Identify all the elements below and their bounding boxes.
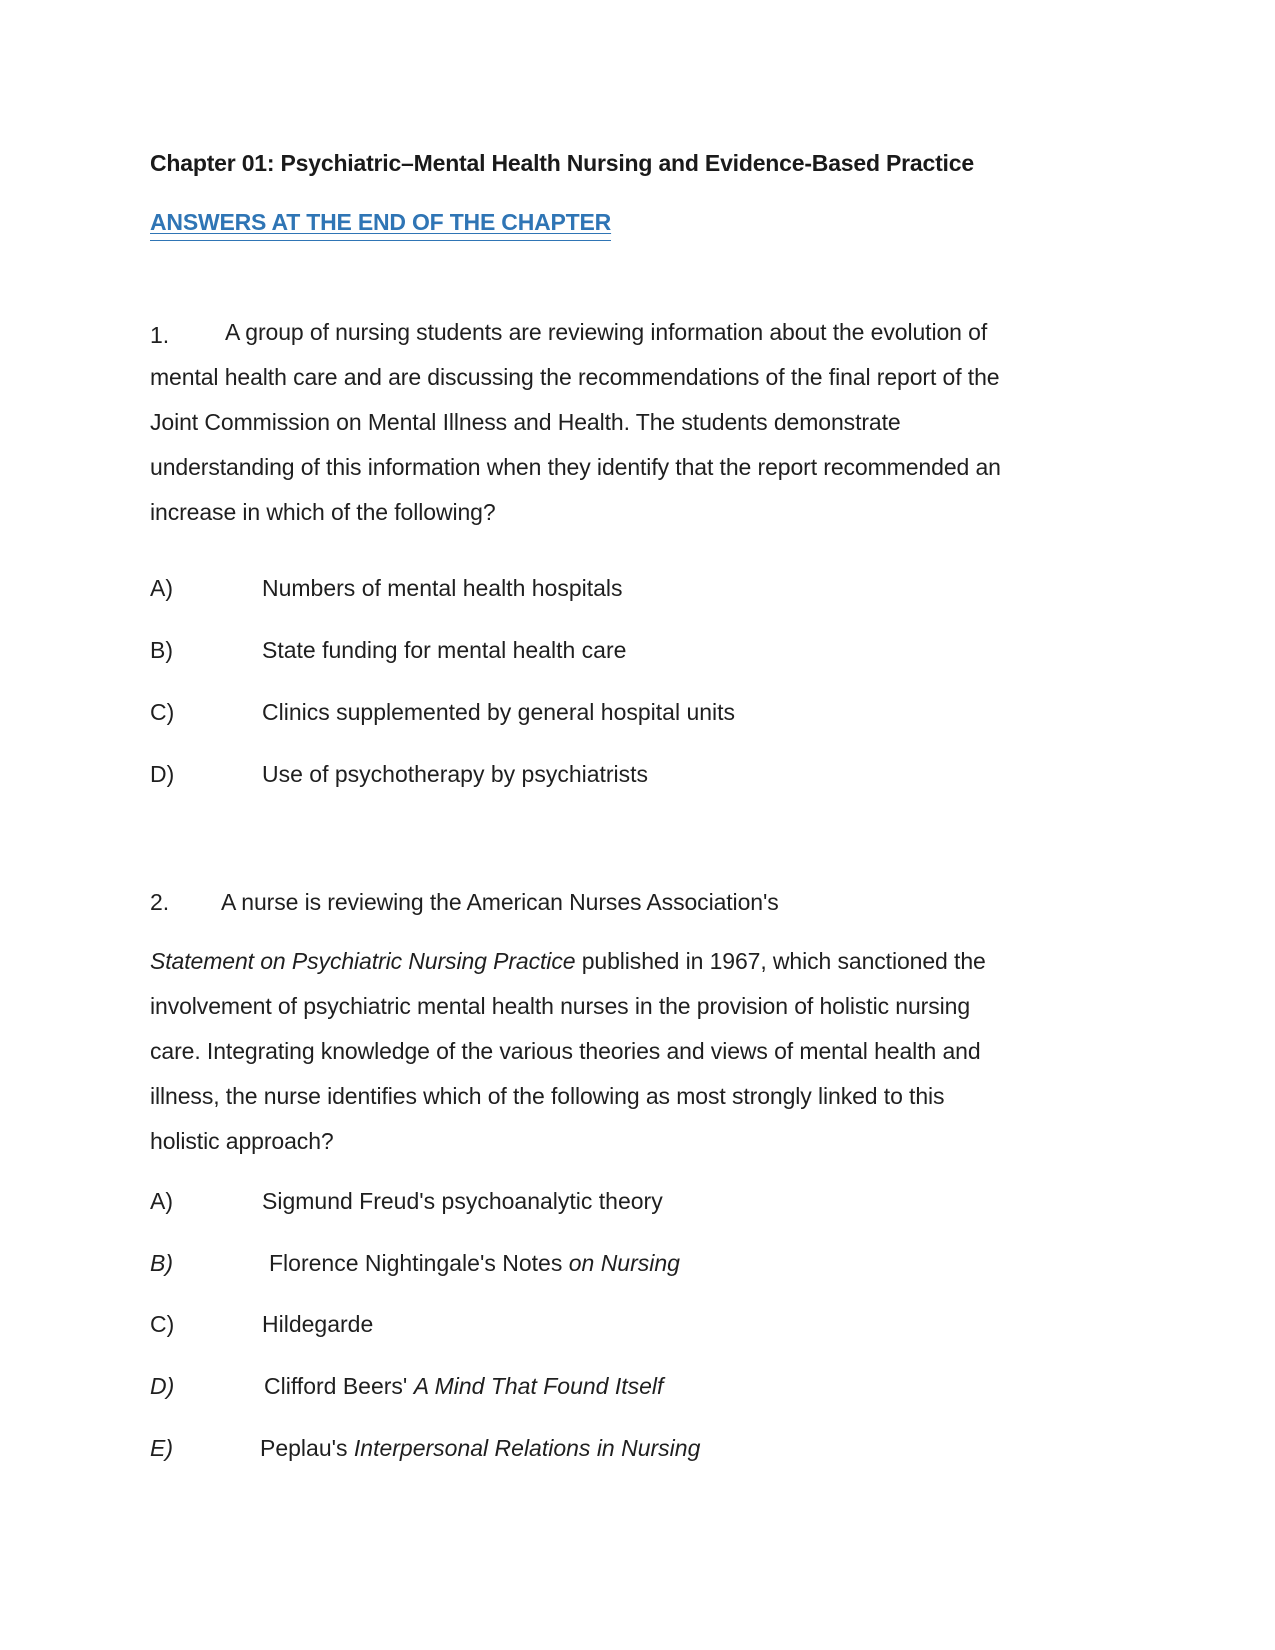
option-text-plain: Clifford Beers' <box>264 1373 414 1399</box>
option-text-plain: Florence Nightingale's Notes <box>269 1250 569 1276</box>
option-text <box>262 1311 373 1338</box>
option-text-plain: Sigmund Freud's psychoanalytic theory <box>262 1188 663 1214</box>
option-text: State funding for mental health care <box>262 637 627 663</box>
option-letter: C) <box>150 1311 175 1337</box>
question-2-stem-line: illness, the nurse identifies which of the following as most strongly linked to this <box>150 1083 945 1109</box>
question-1-stem-line: Joint Commission on Mental Illness and Health. The students demonstrate <box>150 409 901 435</box>
question-2-stem-text: published in 1967, which sanctioned the <box>575 948 986 974</box>
option-letter: B) <box>150 1250 173 1276</box>
option-letter: C) <box>150 699 175 725</box>
option-text: Use of psychotherapy by psychiatrists <box>262 761 649 787</box>
question-1-stem-line: understanding of this information when they identify that the report recommended an <box>150 454 1001 480</box>
option-text-italic: Interpersonal Relations in Nursing <box>353 1435 701 1461</box>
option-letter: B) <box>150 637 173 663</box>
chapter-title: Chapter 01: Psychiatric–Mental Health Nursing and Evidence-Based Practice <box>150 150 974 176</box>
option-letter: D) <box>150 1373 175 1399</box>
option-text <box>262 1188 663 1215</box>
option-letter: D) <box>150 761 175 787</box>
option-text: Numbers of mental health hospitals <box>262 575 623 601</box>
option-text <box>269 1250 680 1277</box>
question-2-stem-line: holistic approach? <box>150 1128 334 1154</box>
option-letter: A) <box>150 575 173 601</box>
question-2-stem <box>150 939 1130 1164</box>
question-2-stem-line <box>150 939 1130 984</box>
question-2-stem-first: A nurse is reviewing the American Nurses Association's <box>221 889 779 915</box>
option-text <box>264 1373 663 1400</box>
question-1-stem-line: A group of nursing students are reviewing information about the evolution of <box>225 319 988 345</box>
question-1-number: 1. <box>150 322 169 348</box>
option-text-plain: Peplau's <box>260 1435 354 1461</box>
option-text-italic: on Nursing <box>568 1250 680 1276</box>
answers-link[interactable]: ANSWERS AT THE END OF THE CHAPTER <box>150 209 612 235</box>
question-1-stem <box>150 310 1130 535</box>
question-1-stem-line: increase in which of the following? <box>150 499 496 525</box>
option-letter: A) <box>150 1188 173 1214</box>
question-2-number: 2. <box>150 889 169 915</box>
option-letter: E) <box>150 1435 173 1461</box>
option-text-plain: Hildegarde <box>262 1311 374 1337</box>
question-2-stem-line: involvement of psychiatric mental health nurses in the provision of holistic nursing <box>150 993 971 1019</box>
option-text <box>260 1435 700 1462</box>
question-1-stem-line: mental health care and are discussing the recommendations of the final report of the <box>150 364 1000 390</box>
option-text: Clinics supplemented by general hospital units <box>262 699 736 725</box>
question-2-stem-line: care. Integrating knowledge of the various theories and views of mental health and <box>150 1038 981 1064</box>
publication-title: Statement on Psychiatric Nursing Practice <box>150 948 576 974</box>
option-text-italic: A Mind That Found Itself <box>413 1373 664 1399</box>
